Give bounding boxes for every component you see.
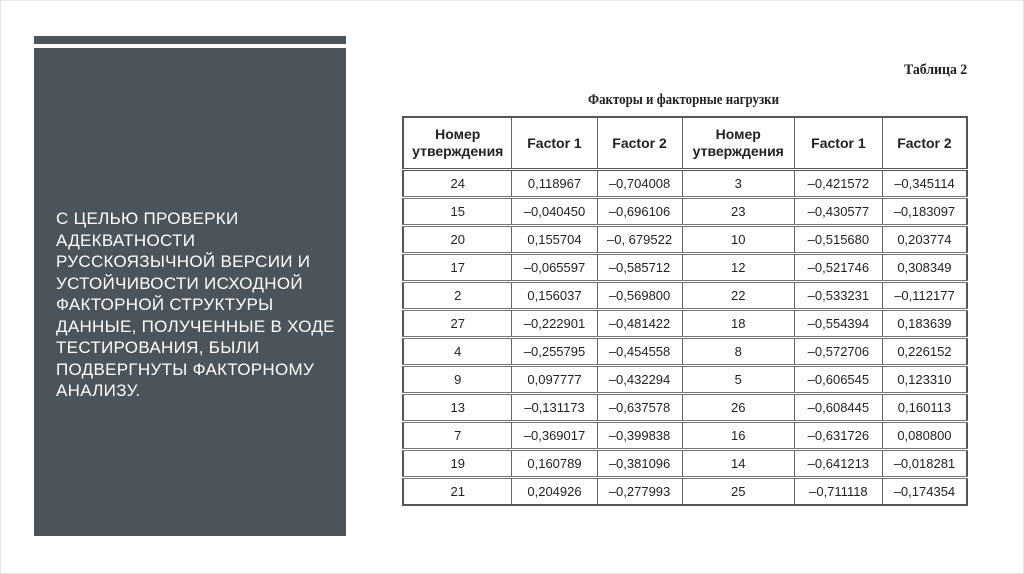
table-cell: 0,204926 [512,478,597,506]
table-row [403,450,967,478]
table-cell: 24 [403,170,512,198]
table-cell: 5 [682,366,794,394]
table-cell: 25 [682,478,794,506]
table-cell: –0,018281 [882,450,967,478]
table-cell: –0,065597 [512,254,597,282]
table-cell: 0,308349 [882,254,967,282]
table-cell: 0,155704 [512,226,597,254]
table-row [403,254,967,282]
table-body [403,170,967,506]
table-cell: –0,637578 [597,394,682,422]
table-cell: 0,123310 [882,366,967,394]
table-cell: –0,481422 [597,310,682,338]
table-cell: 0,183639 [882,310,967,338]
table-cell: 0,080800 [882,422,967,450]
table-cell: –0,554394 [794,310,882,338]
table-cell: –0,430577 [794,198,882,226]
table-cell: –0,432294 [597,366,682,394]
table-cell: –0,222901 [512,310,597,338]
table-cell: –0,631726 [794,422,882,450]
table-cell: 19 [403,450,512,478]
table-row [403,170,967,198]
table-cell: –0,585712 [597,254,682,282]
header-factor-2-a: Factor 2 [597,117,682,170]
table-cell: 10 [682,226,794,254]
table-cell: 15 [403,198,512,226]
table-cell: –0,521746 [794,254,882,282]
table-cell: 3 [682,170,794,198]
header-factor-1-a: Factor 1 [512,117,597,170]
table-cell: 18 [682,310,794,338]
table-cell: 2 [403,282,512,310]
table-cell: 23 [682,198,794,226]
table-cell: 27 [403,310,512,338]
table-cell: –0,606545 [794,366,882,394]
table-cell: –0,569800 [597,282,682,310]
table-cell: –0,369017 [512,422,597,450]
header-statement-number-2: Номер утверждения [682,117,794,170]
table-cell: 14 [682,450,794,478]
table-row [403,198,967,226]
table-row [403,422,967,450]
table-cell: –0,572706 [794,338,882,366]
table-cell: 0,160789 [512,450,597,478]
table-cell: 4 [403,338,512,366]
table-cell: 17 [403,254,512,282]
header-factor-1-b: Factor 1 [794,117,882,170]
table-cell: 0,203774 [882,226,967,254]
table-cell: –0,040450 [512,198,597,226]
table-cell: 21 [403,478,512,506]
header-factor-2-b: Factor 2 [882,117,967,170]
table-cell: 7 [403,422,512,450]
table-row [403,478,967,506]
slide-body-text: С ЦЕЛЬЮ ПРОВЕРКИ АДЕКВАТНОСТИ РУССКОЯЗЫЧНОЙ ВЕРСИИ И УСТОЙЧИВОСТИ ИСХОДНОЙ ФАКТОРНОЙ СТРУКТУРЫ ДАННЫЕ, ПОЛУЧЕННЫЕ В ХОДЕ ТЕСТИРОВАНИЯ, БЫЛИ ПОДВЕРГНУТЫ ФАКТОРНОМУ АНАЛИЗУ. [56,209,335,400]
table-cell: 0,118967 [512,170,597,198]
table-cell: –0,696106 [597,198,682,226]
table-header-row [403,117,967,170]
table-cell: –0,704008 [597,170,682,198]
table-cell: –0,345114 [882,170,967,198]
table-cell: 0,160113 [882,394,967,422]
accent-bar [34,36,346,44]
table-cell: –0,131173 [512,394,597,422]
table-row [403,338,967,366]
table-cell: 20 [403,226,512,254]
table-cell: 0,097777 [512,366,597,394]
table-cell: 22 [682,282,794,310]
table-cell: 26 [682,394,794,422]
table-cell: –0,608445 [794,394,882,422]
table-row [403,310,967,338]
table-cell: –0,533231 [794,282,882,310]
table-cell: –0,641213 [794,450,882,478]
table-cell: –0,421572 [794,170,882,198]
table-cell: 12 [682,254,794,282]
table-cell: –0,277993 [597,478,682,506]
table-cell: 9 [403,366,512,394]
table-cell: 8 [682,338,794,366]
table-cell: 0,156037 [512,282,597,310]
table-cell: 0,226152 [882,338,967,366]
factor-loadings-table [402,116,968,506]
table-cell: –0,381096 [597,450,682,478]
table-caption: Таблица 2 [904,62,968,78]
table-cell: 13 [403,394,512,422]
table-cell: –0,255795 [512,338,597,366]
table-row [403,366,967,394]
table-cell: –0,183097 [882,198,967,226]
table-cell: –0,399838 [597,422,682,450]
table-cell: –0,454558 [597,338,682,366]
table-cell: –0,515680 [794,226,882,254]
table-row [403,282,967,310]
table-cell: –0,174354 [882,478,967,506]
table-cell: 16 [682,422,794,450]
table-row [403,394,967,422]
header-statement-number-1: Номер утверждения [403,117,512,170]
table-cell: –0, 679522 [597,226,682,254]
table-cell: –0,112177 [882,282,967,310]
table-cell: –0,711118 [794,478,882,506]
table-title: Факторы и факторные нагрузки [588,92,780,108]
table-row [403,226,967,254]
